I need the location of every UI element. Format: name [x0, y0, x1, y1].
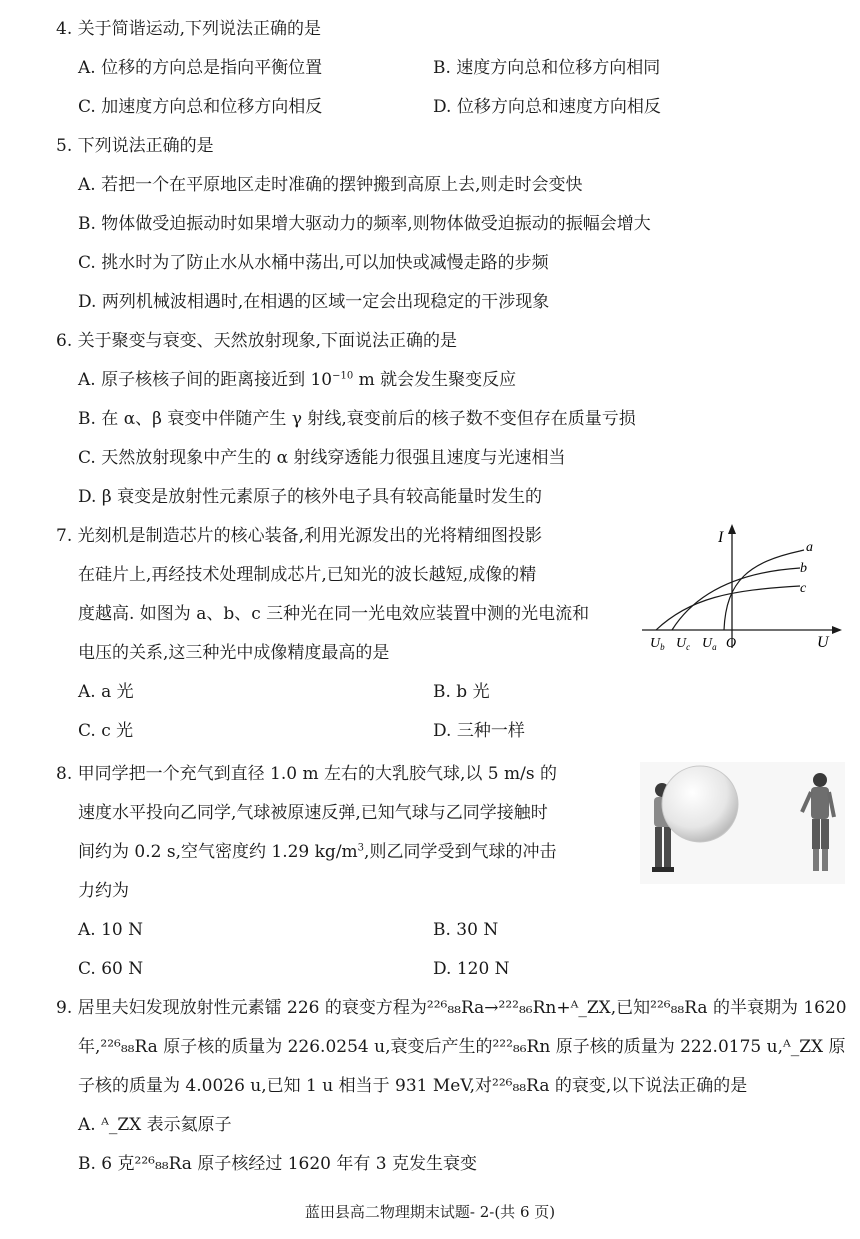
q7-option-a: A. a 光: [78, 682, 134, 702]
q5-option-c: C. 挑水时为了防止水从水桶中荡出,可以加快或减慢走路的步频: [78, 253, 549, 273]
ub-label: $U_b$: [650, 636, 665, 652]
q8-stem-line4: 力约为: [78, 881, 129, 901]
q7-option-b: B. b 光: [433, 682, 490, 702]
q8-option-b: B. 30 N: [433, 920, 499, 940]
q9-stem-line1: 9. 居里夫妇发现放射性元素镭 226 的衰变方程为²²⁶₈₈Ra→²²²₈₆Rn+ᴬ_ZX,已知²²⁶₈₈Ra 的半衰期为 1620: [56, 998, 847, 1018]
q4-option-d: D. 位移方向总和速度方向相反: [433, 97, 661, 117]
q8-option-c: C. 60 N: [78, 959, 144, 979]
curve-a-label: a: [806, 540, 813, 555]
q8-option-a: A. 10 N: [78, 920, 143, 940]
q9-stem-line3: 子核的质量为 4.0026 u,已知 1 u 相当于 931 MeV,对²²⁶₈₈Ra 的衰变,以下说法正确的是: [78, 1076, 748, 1096]
q4-option-a: A. 位移的方向总是指向平衡位置: [78, 58, 323, 78]
q7-option-c: C. c 光: [78, 721, 134, 741]
curve-a: [724, 550, 804, 630]
q5-option-d: D. 两列机械波相遇时,在相遇的区域一定会出现稳定的干涉现象: [78, 292, 550, 312]
page-footer: 蓝田县高二物理期末试题- 2-(共 6 页): [304, 1203, 556, 1221]
q4-stem: 4. 关于简谐运动,下列说法正确的是: [56, 19, 322, 39]
q8-stem-line3: 间约为 0.2 s,空气密度约 1.29 $kg/m^3$,则乙同学受到气球的冲击: [78, 842, 557, 862]
balloon: [662, 766, 738, 842]
photoelectric-iu-graph: [640, 520, 850, 655]
q4-option-c: C. 加速度方向总和位移方向相反: [78, 97, 323, 117]
graph-y-arrow: [728, 524, 736, 534]
q6-stem: 6. 关于聚变与衰变、天然放射现象,下面说法正确的是: [56, 331, 458, 351]
q6-option-a: A. 原子核核子间的距离接近到 $10^{-10}$ m 就会发生聚变反应: [78, 370, 517, 390]
q9-option-b: B. 6 克²²⁶₈₈Ra 原子核经过 1620 年有 3 克发生衰变: [78, 1154, 478, 1174]
q5-stem: 5. 下列说法正确的是: [56, 136, 214, 156]
q7-stem-line4: 电压的关系,这三种光中成像精度最高的是: [78, 643, 390, 663]
graph-origin-label: O: [726, 636, 737, 651]
q7-stem-line3: 度越高. 如图为 a、b、c 三种光在同一光电效应装置中测的光电流和: [78, 604, 590, 624]
curve-c-label: c: [800, 581, 807, 596]
graph-x-label: U: [817, 634, 829, 651]
q7-stem-line2: 在硅片上,再经技术处理制成芯片,已知光的波长越短,成像的精: [78, 565, 537, 585]
uc-label: $U_c$: [676, 636, 691, 652]
q5-option-b: B. 物体做受迫振动时如果增大驱动力的频率,则物体做受迫振动的振幅会增大: [78, 214, 651, 234]
q9-option-a: A. ᴬ_ZX 表示氦原子: [78, 1115, 232, 1135]
q8-option-d: D. 120 N: [433, 959, 510, 979]
q6-option-b: B. 在 α、β 衰变中伴随产生 γ 射线,衰变前后的核子数不变但存在质量亏损: [78, 409, 636, 429]
balloon-throw-illustration: [640, 762, 845, 884]
curve-b: [672, 568, 800, 630]
curve-b-label: b: [800, 561, 807, 576]
q5-option-a: A. 若把一个在平原地区走时准确的摆钟搬到高原上去,则走时会变快: [78, 175, 583, 195]
q4-option-b: B. 速度方向总和位移方向相同: [433, 58, 661, 78]
graph-x-arrow: [832, 626, 842, 634]
q8-stem-line2: 速度水平投向乙同学,气球被原速反弹,已知气球与乙同学接触时: [78, 803, 548, 823]
q7-stem-line1: 7. 光刻机是制造芯片的核心装备,利用光源发出的光将精细图投影: [56, 526, 543, 546]
curve-c: [656, 586, 800, 630]
q7-option-d: D. 三种一样: [433, 721, 525, 741]
q6-option-c: C. 天然放射现象中产生的 α 射线穿透能力很强且速度与光速相当: [78, 448, 566, 468]
ua-label: $U_a$: [702, 636, 717, 652]
q9-stem-line2: 年,²²⁶₈₈Ra 原子核的质量为 226.0254 u,衰变后产生的²²²₈₆Rn 原子核的质量为 222.0175 u,ᴬ_ZX 原: [78, 1037, 846, 1057]
q8-stem-line1: 8. 甲同学把一个充气到直径 1.0 m 左右的大乳胶气球,以 5 m/s 的: [56, 764, 557, 784]
graph-y-label: I: [718, 529, 724, 546]
q6-option-d: D. β 衰变是放射性元素原子的核外电子具有较高能量时发生的: [78, 487, 543, 507]
